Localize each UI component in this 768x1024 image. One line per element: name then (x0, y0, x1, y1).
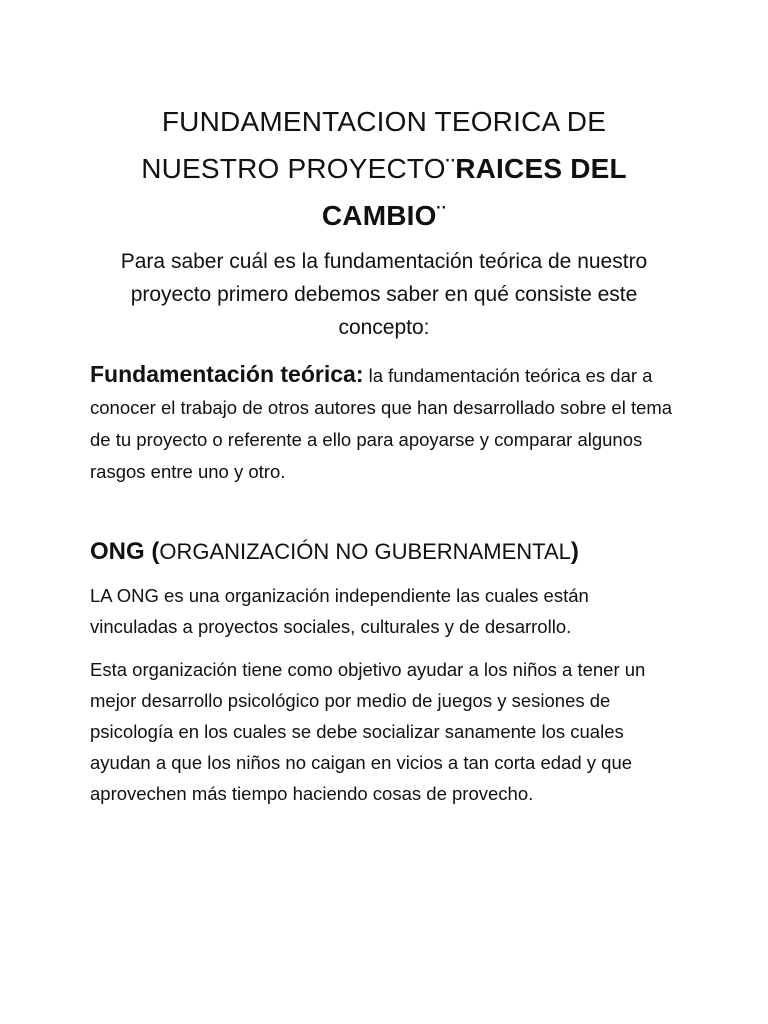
ong-heading-close: ) (570, 538, 579, 565)
title-line-3-bold: CAMBIO (321, 200, 437, 231)
definition-label: Fundamentación teórica: (90, 361, 364, 387)
ong-heading-bold: ONG ( (90, 538, 160, 565)
title-line-1: FUNDAMENTACION TEORICA DE (161, 106, 607, 137)
ong-paragraph-1: LA ONG es una organización independiente las cuales están vinculadas a proyectos sociales, culturales y de desarrollo. (90, 585, 589, 637)
definition-text: la fundamentación teórica es dar a conocer el trabajo de otros autores que han desarrollado sobre el tema de tu proyecto o referente a ello para apoyarse y comparar algunos rasgos entre uno y otro. (90, 365, 673, 482)
title-line-2-bold: RAICES DEL (455, 153, 627, 184)
title-line-2-normal: NUESTRO PROYECTO¨ (141, 153, 456, 184)
definition-paragraph (90, 358, 678, 488)
ong-heading (90, 536, 678, 568)
title-line-3-suffix: ¨ (436, 200, 447, 231)
ong-heading-normal: ORGANIZACIÓN NO GUBERNAMENTAL (159, 539, 571, 564)
page-title (90, 0, 678, 239)
ong-paragraph-2: Esta organización tiene como objetivo ayudar a los niños a tener un mejor desarrollo psicológico por medio de juegos y sesiones de psicología en los cuales se debe socializar sanamente los cuales ayudan a que los niños no caigan en vicios a tan corta edad y que aprovechen más tiempo haciendo cosas de provecho. (90, 659, 646, 804)
intro-paragraph: Para saber cuál es la fundamentación teórica de nuestro proyecto primero debemos saber en qué consiste este concepto: (120, 250, 648, 339)
